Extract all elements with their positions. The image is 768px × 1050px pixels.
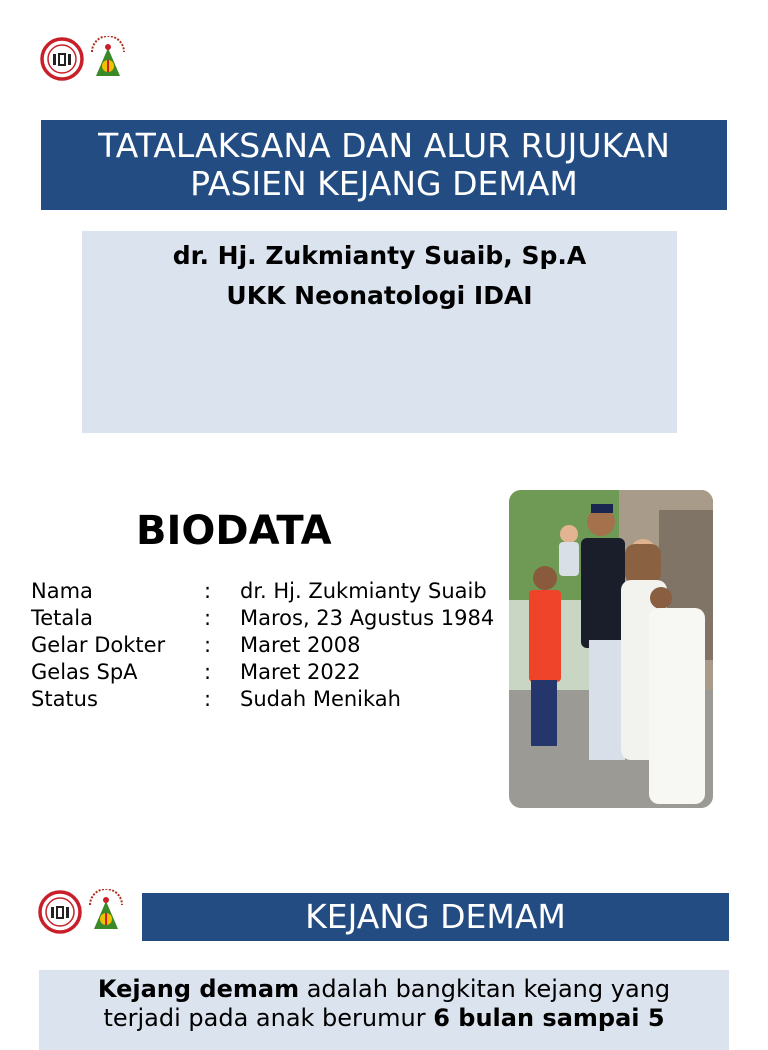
section-title: KEJANG DEMAM xyxy=(142,893,729,941)
definition-line-2 xyxy=(39,1004,729,1033)
author-name: dr. Hj. Zukmianty Suaib, Sp.A xyxy=(172,241,587,270)
bio-value: Maret 2022 xyxy=(240,660,361,684)
bio-label: Nama xyxy=(31,579,93,603)
title-line-2: PASIEN KEJANG DEMAM xyxy=(190,164,578,203)
biodata-heading: BIODATA xyxy=(136,508,332,554)
bio-colon: : xyxy=(204,606,212,630)
bio-colon: : xyxy=(204,660,212,684)
ikatan-dokter-anak-logo-icon xyxy=(86,36,130,82)
definition-line-1 xyxy=(39,975,729,1004)
bio-value: dr. Hj. Zukmianty Suaib xyxy=(240,579,487,603)
ikatan-dokter-anak-logo-icon xyxy=(84,889,128,935)
definition-term: Kejang demam xyxy=(97,975,300,1003)
bio-colon: : xyxy=(204,633,212,657)
bio-value: Maros, 23 Agustus 1984 xyxy=(240,606,495,630)
definition-age-range: 6 bulan sampai 5 xyxy=(433,1004,665,1032)
idai-logo-icon xyxy=(38,890,82,934)
bio-label: Status xyxy=(31,687,98,711)
title-line-1: TATALAKSANA DAN ALUR RUJUKAN xyxy=(98,126,670,165)
bio-label: Gelar Dokter xyxy=(31,633,166,657)
family-photo-illustration xyxy=(509,490,713,808)
author-box xyxy=(82,231,677,433)
presentation-title xyxy=(41,120,727,210)
author-affiliation: UKK Neonatologi IDAI xyxy=(226,281,533,310)
idai-logo-icon xyxy=(40,37,84,81)
family-photo xyxy=(509,490,713,808)
bio-value: Maret 2008 xyxy=(240,633,361,657)
definition-box xyxy=(39,970,729,1050)
logo-group-top xyxy=(40,36,130,82)
logo-group-bottom xyxy=(38,889,128,935)
definition-text: terjadi pada anak berumur xyxy=(103,1004,434,1032)
bio-colon: : xyxy=(204,687,212,711)
definition-text: adalah bangkitan kejang yang xyxy=(299,975,671,1003)
bio-colon: : xyxy=(204,579,212,603)
bio-value: Sudah Menikah xyxy=(240,687,401,711)
bio-label: Tetala xyxy=(31,606,93,630)
bio-label: Gelas SpA xyxy=(31,660,138,684)
